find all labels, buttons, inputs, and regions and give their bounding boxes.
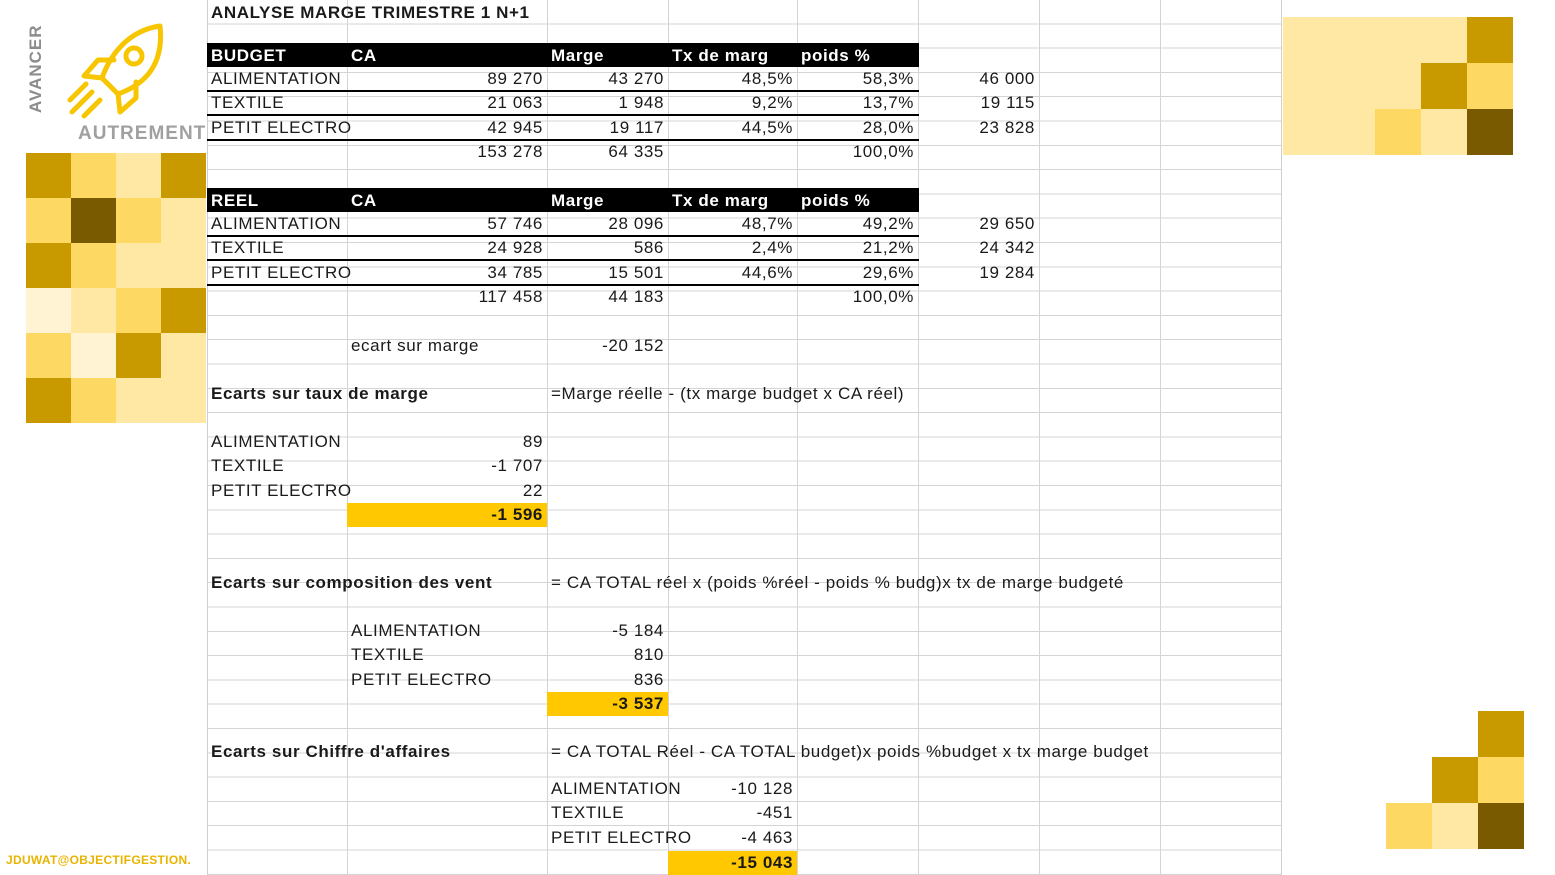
tile [161, 288, 206, 333]
tile [116, 333, 161, 378]
reel-row-ca[interactable]: 57 746 [487, 214, 543, 233]
tile [1329, 17, 1375, 63]
reel-row-tx[interactable]: 44,6% [741, 262, 793, 282]
tile [116, 288, 161, 333]
reel-row-ca[interactable]: 24 928 [487, 238, 543, 258]
reel-header-tx[interactable]: Tx de marg [672, 191, 769, 210]
budget-row-label[interactable]: TEXTILE [211, 93, 285, 113]
rocket-icon [62, 20, 172, 125]
tile [71, 198, 116, 243]
reel-row-label[interactable]: TEXTILE [211, 238, 285, 258]
budget-row-poids[interactable]: 58,3% [862, 69, 914, 88]
budget-header-poids[interactable]: poids % [801, 46, 871, 65]
budget-header-bar [207, 43, 919, 67]
tile [71, 243, 116, 288]
tile [1432, 711, 1478, 757]
reel-row-poids[interactable]: 21,2% [862, 238, 914, 258]
budget-total-poids[interactable]: 100,0% [852, 141, 914, 161]
tile [161, 333, 206, 378]
sheet-title[interactable]: ANALYSE MARGE TRIMESTRE 1 N+1 [211, 3, 530, 22]
composition-row-value[interactable]: 836 [633, 669, 664, 689]
tile [26, 378, 71, 423]
reel-header-ca[interactable]: CA [351, 191, 377, 210]
budget-row-ca[interactable]: 89 270 [487, 69, 543, 88]
reel-row-tx[interactable]: 48,7% [741, 214, 793, 233]
composition-total[interactable]: -3 537 [612, 694, 664, 713]
reel-row-poids[interactable]: 49,2% [862, 214, 914, 233]
tile [1478, 803, 1524, 849]
footer-email: JDUWAT@OBJECTIFGESTION. [6, 853, 192, 867]
taux-row-label[interactable]: TEXTILE [211, 456, 285, 476]
reel-header-poids[interactable]: poids % [801, 191, 871, 210]
chiffre-row-value[interactable]: -10 128 [731, 779, 793, 798]
reel-header-bar [207, 188, 919, 212]
tile [1432, 757, 1478, 803]
budget-row-marge[interactable]: 19 117 [609, 117, 664, 137]
tile [26, 243, 71, 288]
logo-word-autrement: AUTREMENT [78, 123, 207, 144]
tile [1386, 757, 1432, 803]
budget-row-marge[interactable]: 1 948 [618, 93, 664, 113]
tile [1386, 803, 1432, 849]
tile [26, 288, 71, 333]
composition-row-label[interactable]: PETIT ELECTRO [351, 669, 492, 689]
budget-row-ca[interactable]: 42 945 [487, 117, 543, 137]
budget-header-marge[interactable]: Marge [551, 46, 605, 65]
reel-row-ca[interactable]: 34 785 [487, 262, 543, 282]
reel-total-ca[interactable]: 117 458 [478, 286, 543, 306]
tile [1478, 711, 1524, 757]
reel-row-label[interactable]: ALIMENTATION [211, 214, 342, 233]
tile-mosaic-top-right [1283, 17, 1523, 154]
tile [1421, 17, 1467, 63]
tile [161, 198, 206, 243]
chiffre-row-label[interactable]: PETIT ELECTRO [551, 827, 692, 847]
tile [1329, 109, 1375, 155]
tile [1467, 109, 1513, 155]
tile [161, 153, 206, 198]
taux-row-value[interactable]: 22 [522, 480, 543, 500]
composition-row-value[interactable]: 810 [633, 645, 664, 665]
reel-row-marge[interactable]: 586 [633, 238, 664, 258]
budget-row-label[interactable]: ALIMENTATION [211, 69, 342, 88]
budget-row-tx[interactable]: 9,2% [751, 93, 793, 113]
tile [161, 378, 206, 423]
reel-row-label[interactable]: PETIT ELECTRO [211, 262, 352, 282]
tile [1432, 803, 1478, 849]
composition-row-label[interactable]: ALIMENTATION [351, 621, 482, 640]
tile [1283, 63, 1329, 109]
budget-row-poids[interactable]: 28,0% [862, 117, 914, 137]
ecart-marge-value[interactable]: -20 152 [602, 336, 664, 355]
tile [116, 243, 161, 288]
tile [71, 378, 116, 423]
budget-total-ca[interactable]: 153 278 [477, 141, 543, 161]
reel-row-extra[interactable]: 24 342 [979, 238, 1035, 258]
reel-total-poids[interactable]: 100,0% [852, 286, 914, 306]
tile [116, 198, 161, 243]
reel-row-marge[interactable]: 15 501 [608, 262, 664, 282]
chiffre-title[interactable]: Ecarts sur Chiffre d'affaires [211, 742, 451, 761]
tile [116, 378, 161, 423]
chiffre-row-value[interactable]: -451 [756, 803, 793, 823]
budget-row-extra[interactable]: 23 828 [979, 117, 1035, 137]
tile-mosaic-bottom-right [1386, 711, 1523, 848]
chiffre-row-label[interactable]: ALIMENTATION [551, 779, 682, 798]
logo [20, 15, 205, 145]
reel-total-marge[interactable]: 44 183 [608, 286, 664, 306]
ecart-marge-label[interactable]: ecart sur marge [351, 336, 480, 355]
tile [161, 243, 206, 288]
budget-total-marge[interactable]: 64 335 [608, 141, 664, 161]
taux-row-label[interactable]: ALIMENTATION [211, 432, 342, 451]
reel-row-extra[interactable]: 29 650 [979, 214, 1035, 233]
tile [1421, 63, 1467, 109]
tile [1375, 63, 1421, 109]
tile [1329, 63, 1375, 109]
budget-row-extra[interactable]: 19 115 [980, 93, 1035, 113]
taux-total[interactable]: -1 596 [491, 505, 543, 524]
tile [1467, 63, 1513, 109]
tile [116, 153, 161, 198]
tile [1421, 109, 1467, 155]
budget-row-extra[interactable]: 46 000 [979, 69, 1035, 88]
chiffre-row-value[interactable]: -4 463 [741, 827, 793, 847]
tile [26, 153, 71, 198]
reel-row-tx[interactable]: 2,4% [751, 238, 793, 258]
tile [26, 198, 71, 243]
budget-row-tx[interactable]: 44,5% [741, 117, 793, 137]
budget-row-tx[interactable]: 48,5% [741, 69, 793, 88]
tile [71, 333, 116, 378]
tile [1467, 17, 1513, 63]
budget-header-label[interactable]: BUDGET [211, 46, 287, 65]
tile [1478, 757, 1524, 803]
composition-formula[interactable]: = CA TOTAL réel x (poids %réel - poids % budg)x tx de marge budgeté [551, 573, 1124, 592]
taux-row-value[interactable]: 89 [522, 432, 543, 451]
chiffre-total[interactable]: -15 043 [731, 853, 793, 872]
taux-formula[interactable]: =Marge réelle - (tx marge budget x CA réel) [551, 384, 905, 403]
tile [1283, 109, 1329, 155]
budget-row-ca[interactable]: 21 063 [487, 93, 543, 113]
tile [1375, 109, 1421, 155]
tile [71, 153, 116, 198]
tile [1375, 17, 1421, 63]
budget-header-tx[interactable]: Tx de marg [672, 46, 769, 65]
budget-row-label[interactable]: PETIT ELECTRO [211, 117, 352, 137]
budget-row-poids[interactable]: 13,7% [862, 93, 914, 113]
reel-row-extra[interactable]: 19 284 [979, 262, 1035, 282]
taux-title[interactable]: Ecarts sur taux de marge [211, 384, 429, 403]
budget-header-ca[interactable]: CA [351, 46, 377, 65]
tile [26, 333, 71, 378]
reel-row-poids[interactable]: 29,6% [862, 262, 914, 282]
tile [71, 288, 116, 333]
reel-header-label[interactable]: REEL [211, 191, 259, 210]
reel-header-marge[interactable]: Marge [551, 191, 605, 210]
chiffre-formula[interactable]: = CA TOTAL Réel - CA TOTAL budget)x poids %budget x tx marge budget [551, 742, 1149, 761]
taux-row-value[interactable]: -1 707 [491, 456, 543, 476]
composition-row-value[interactable]: -5 184 [612, 621, 664, 640]
composition-title[interactable]: Ecarts sur composition des vent [211, 573, 493, 592]
composition-row-label[interactable]: TEXTILE [351, 645, 425, 665]
taux-row-label[interactable]: PETIT ELECTRO [211, 480, 352, 500]
logo-word-avancer: AVANCER [26, 24, 45, 113]
tile-mosaic-left [26, 153, 206, 429]
tile [1283, 17, 1329, 63]
budget-row-marge[interactable]: 43 270 [608, 69, 664, 88]
reel-row-marge[interactable]: 28 096 [608, 214, 664, 233]
chiffre-row-label[interactable]: TEXTILE [551, 803, 625, 823]
tile [1386, 711, 1432, 757]
